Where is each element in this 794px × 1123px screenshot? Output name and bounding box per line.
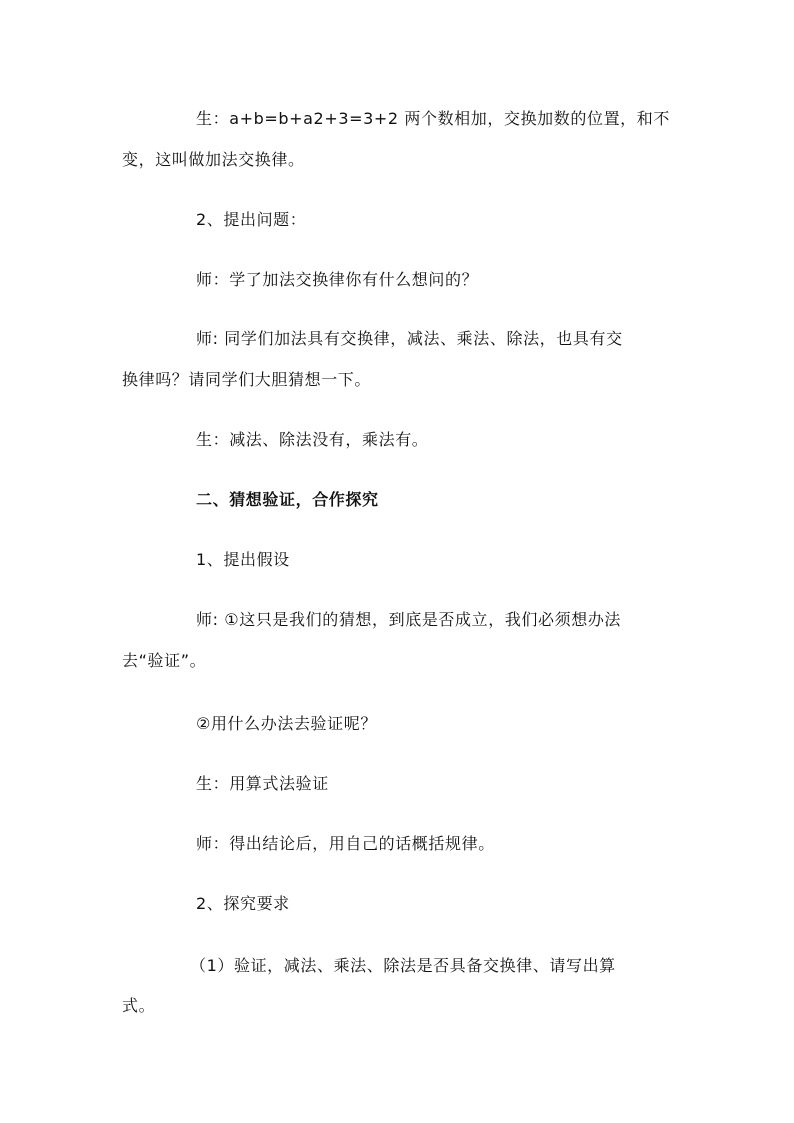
paragraph-teacher-verify-line1: 师: ①这只是我们的猜想，到底是否成立，我们必须想办法 [196, 610, 622, 629]
paragraph-teacher-verify-line2: 去“验证”。 [122, 651, 207, 670]
paragraph-requirement-1-line2: 式。 [122, 996, 156, 1015]
paragraph-student-answer-line2: 变，这叫做加法交换律。 [122, 150, 305, 169]
paragraph-teacher-question: 师：学了加法交换律你有什么想问的？ [196, 270, 479, 289]
section-exploration-requirements: 2、探究要求 [196, 894, 290, 913]
paragraph-requirement-1-line1: （1）验证，减法、乘法、除法是否具备交换律、请写出算 [190, 956, 616, 975]
section-raise-question: 2、提出问题： [196, 210, 307, 229]
paragraph-method-question: ②用什么办法去验证呢？ [196, 714, 377, 733]
paragraph-teacher-summary: 师：得出结论后，用自己的话概括规律。 [196, 834, 495, 853]
section-hypothesis: 1、提出假设 [196, 550, 290, 569]
paragraph-student-guess: 生：减法、除法没有，乘法有。 [196, 430, 429, 449]
paragraph-teacher-prompt-line1: 师: 同学们加法具有交换律，减法、乘法、除法，也具有交 [196, 329, 623, 348]
section-heading-verify: 二、猜想验证，合作探究 [196, 490, 379, 509]
paragraph-student-answer-line1: 生：a+b=b+a2+3=3+2 两个数相加，交换加数的位置，和不 [196, 109, 670, 128]
paragraph-teacher-prompt-line2: 换律吗？请同学们大胆猜想一下。 [122, 370, 372, 389]
paragraph-student-method: 生：用算式法验证 [196, 774, 329, 793]
